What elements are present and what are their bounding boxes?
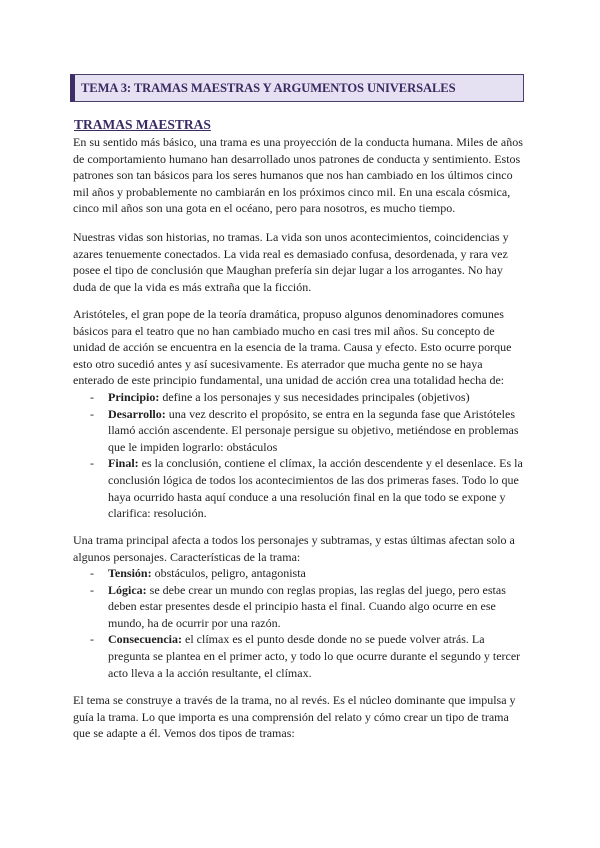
paragraph-line: Nuestras vidas son historias, no tramas. La vida son unos acontecimientos, coincidencias y <box>73 230 509 244</box>
bullet-dash: - <box>90 406 94 421</box>
section-heading: TRAMAS MAESTRAS <box>74 117 211 132</box>
list-item-principio <box>73 389 525 406</box>
trama-characteristics-list <box>73 565 525 681</box>
list-term: Final: <box>108 456 139 471</box>
chapter-header-box <box>70 74 524 102</box>
list-text: el clímax es el punto desde donde no se puede volver atrás. La <box>182 632 485 647</box>
list-term: Lógica: <box>108 582 147 597</box>
bullet-dash: - <box>90 390 94 404</box>
paragraph-line: azares tenuemente conectados. La vida real es demasiado confusa, desordenada, y rara vez <box>73 246 508 261</box>
paragraph-line: Una trama principal afecta a todos los personajes y subtramas, y estas últimas afectan solo a <box>73 533 515 547</box>
paragraph-2 <box>73 229 525 295</box>
bullet-dash: - <box>90 582 94 597</box>
list-text: se debe crear un mundo con reglas propias, las reglas del juego, pero estas <box>146 582 506 597</box>
paragraph-3 <box>73 306 525 389</box>
list-term: Principio: <box>108 390 160 404</box>
paragraph-line: esto otro sucedió antes y así sucesivamente. Es aterrador que mucha gente no se haya <box>73 356 483 371</box>
list-text: es la conclusión, contiene el clímax, la acción descendente y el desenlace. Es la <box>138 456 523 471</box>
chapter-title: TEMA 3: TRAMAS MAESTRAS Y ARGUMENTOS UNIVERSALES <box>81 81 456 95</box>
list-text: llamó acción ascendente. El personaje persigue su objetivo, metiéndose en problemas <box>108 423 519 438</box>
paragraph-5 <box>73 692 525 742</box>
paragraph-line: cinco mil años son una gota en el océano, pero para nosotros, es mucho tiempo. <box>73 201 456 216</box>
list-item-tension <box>73 565 525 582</box>
list-item-consecuencia <box>73 631 525 681</box>
paragraph-line: posee el tipo de conclusión que Maughan prefería sin dejar lugar a los arrogantes. No hay <box>73 263 503 278</box>
paragraph-line: algunos personajes. Características de la trama: <box>73 549 301 564</box>
paragraph-line: duda de que la vida es más extraña que la ficción. <box>73 279 312 294</box>
list-item-final <box>73 455 525 521</box>
paragraph-line: básicos para el teatro que no han cambiado mucho en casi tres mil años. Su concepto de <box>73 323 495 338</box>
paragraph-line: de comportamiento humano han desarrollado unos patrones de conducta y sentimiento. Estos <box>73 151 521 166</box>
list-term: Tensión: <box>108 566 152 580</box>
list-text: clarifica: resolución. <box>108 506 207 521</box>
paragraph-1 <box>73 134 525 217</box>
list-text: mundo, ha de ocurrir por una razón. <box>108 615 281 630</box>
structure-list <box>73 389 525 522</box>
list-text: que le impiden lograrlo: obstáculos <box>108 439 278 454</box>
paragraph-line: mil años y probablemente no cambiarán en los próximos cinco mil. En una escala cósmica, <box>73 184 511 199</box>
paragraph-line: que se adapte a él. Vemos dos tipos de tramas: <box>73 726 295 741</box>
list-item-desarrollo <box>73 406 525 456</box>
paragraph-line: El tema se construye a través de la trama, no al revés. Es el núcleo dominante que impulsa y <box>73 693 516 707</box>
list-text: una vez descrito el propósito, se entra en la segunda fase que Aristóteles <box>165 406 515 421</box>
list-text: deben estar presentes desde el principio hasta el final. Cuando algo ocurre en ese <box>108 599 496 614</box>
list-text: conclusión lógica de todos los acontecimientos de las dos primeras fases. Todo lo que <box>108 472 519 487</box>
paragraph-line: unidad de acción se encuentra en la esencia de la trama. Causa y efecto. Esto ocurre porque <box>73 340 512 355</box>
paragraph-line: enterado de este principio fundamental, una unidad de acción crea una totalidad hecha de: <box>73 373 505 388</box>
paragraph-line: guía la trama. Lo que importa es una comprensión del relato y cómo crear un tipo de trama <box>73 709 509 724</box>
list-text: obstáculos, peligro, antagonista <box>151 566 306 580</box>
bullet-dash: - <box>90 566 94 580</box>
paragraph-line: Aristóteles, el gran pope de la teoría dramática, propuso algunos denominadores comunes <box>73 307 504 321</box>
list-term: Desarrollo: <box>108 406 166 421</box>
bullet-dash: - <box>90 456 94 471</box>
paragraph-line: patrones son tan básicos para los seres humanos que nos han cambiado en los últimos cinco <box>73 168 513 183</box>
list-text: pregunta se plantea en el primer acto, y todo lo que ocurre durante el segundo y tercer <box>108 648 521 663</box>
bullet-dash: - <box>90 632 94 647</box>
list-text: haya ocurrido hasta aquí conduce a una resolución final en la que todo se expone y <box>108 489 506 504</box>
paragraph-line: En su sentido más básico, una trama es una proyección de la conducta humana. Miles de años <box>73 135 523 149</box>
paragraph-4 <box>73 532 525 565</box>
list-text: define a los personajes y sus necesidades principales (objetivos) <box>159 390 470 404</box>
list-text: acto lleva a la acción resultante, el clímax. <box>108 665 312 680</box>
list-term: Consecuencia: <box>108 632 182 647</box>
list-item-logica <box>73 582 525 632</box>
